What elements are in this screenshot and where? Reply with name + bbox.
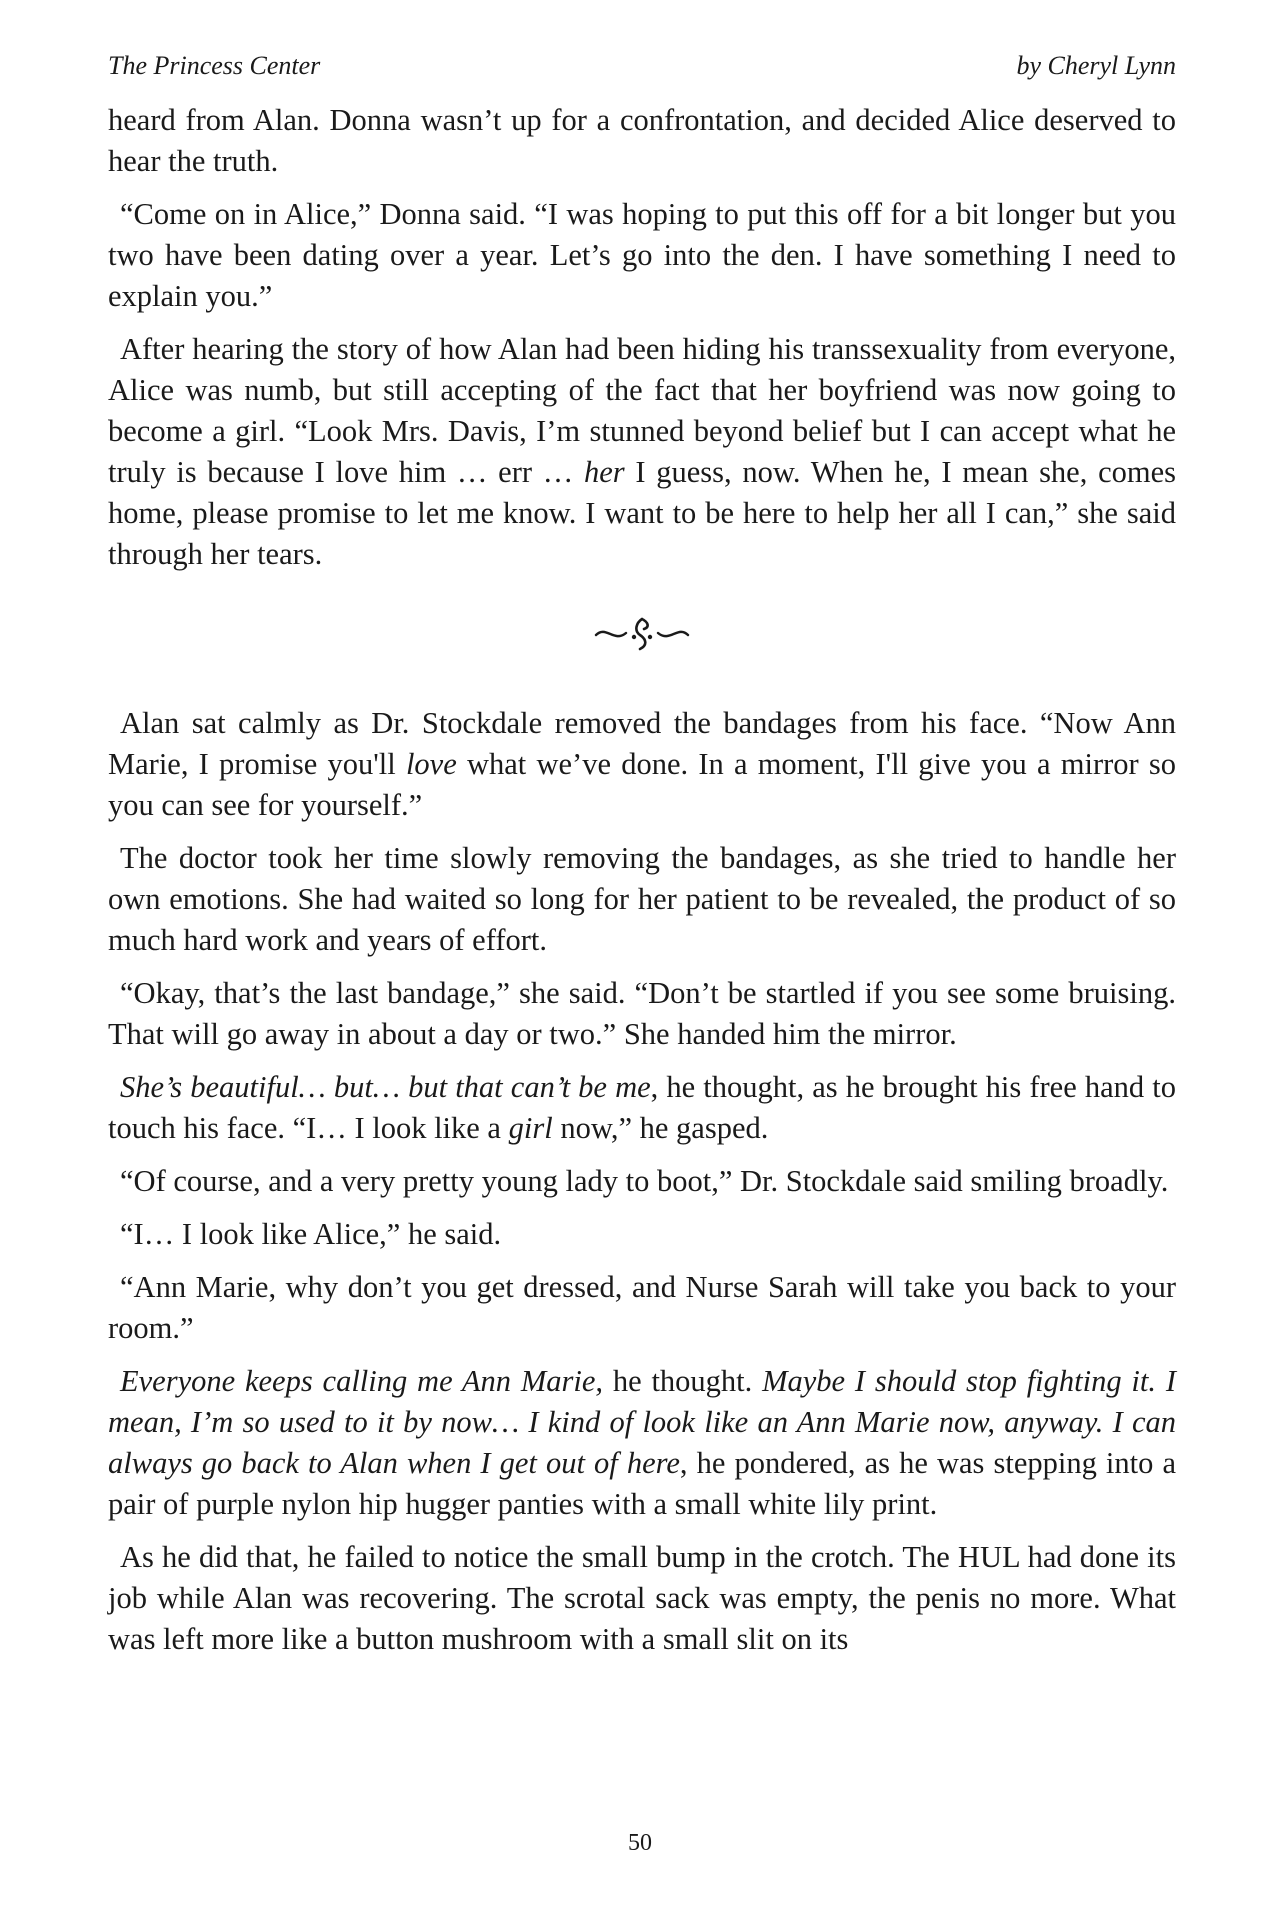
paragraph [108, 973, 1176, 1055]
text-run: “Come on in Alice,” Donna said. “I was hoping to put this off for a bit longer but you two have been dating over a year. Let’s go into the den. I have something I need to explain you.” [108, 197, 1176, 313]
italic-text-run: She’s beautiful… but… but that can’t be me [120, 1070, 651, 1104]
text-run: heard from Alan. Donna wasn’t up for a confrontation, and decided Alice deserved to hear the truth. [108, 103, 1176, 178]
paragraph [108, 100, 1176, 182]
paragraph [108, 194, 1176, 317]
paragraph [108, 1267, 1176, 1349]
text-run: After hearing the story of how Alan had been hiding his transsexuality from everyone, Alice was numb, but still accepting of the fact that her boyfriend was now going to become a girl. “Look Mrs. Davis, I’m stunned beyond belief but I can accept what he truly is because I love him … err … [108, 332, 1176, 489]
text-run: The doctor took her time slowly removing the bandages, as she tried to handle her own emotions. She had waited so long for her patient to be revealed, the product of so much hard work and years of effort. [108, 841, 1176, 957]
paragraph [108, 1161, 1176, 1202]
paragraph [108, 1361, 1176, 1525]
text-run: “I… I look like Alice,” he said. [120, 1217, 502, 1251]
paragraph [108, 838, 1176, 961]
text-run: “Ann Marie, why don’t you get dressed, and Nurse Sarah will take you back to your room.” [108, 1270, 1176, 1345]
paragraph [108, 1537, 1176, 1660]
text-run: , he pondered, as he was stepping into a pair of purple nylon hip hugger panties with a small white lily print. [108, 1446, 1176, 1521]
text-run: what we’ve done. In a moment, I'll give you a mirror so you can see for yourself.” [108, 747, 1177, 822]
text-run: Alan sat calmly as Dr. Stockdale removed the bandages from his face. “Now Ann Marie, I promise you'll [108, 706, 1176, 781]
italic-text-run: girl [508, 1111, 553, 1145]
text-run: As he did that, he failed to notice the small bump in the crotch. The HUL had done its job while Alan was recovering. The scrotal sack was empty, the penis no more. What was left more like a button mushroom with a small slit on its [108, 1540, 1176, 1656]
text-run: , he thought, as he brought his free hand to touch his face. “I… I look like a [108, 1070, 1176, 1145]
italic-text-run: her [583, 455, 625, 489]
scroll-flourish-icon [592, 613, 692, 653]
paragraph [108, 1214, 1176, 1255]
page-number: 50 [628, 1830, 652, 1856]
section-break-ornament [108, 613, 1176, 653]
text-run: he thought. [603, 1364, 763, 1398]
paragraph [108, 329, 1176, 575]
text-run: “Of course, and a very pretty young lady to boot,” Dr. Stockdale said smiling broadly. [120, 1164, 1169, 1198]
text-run: “Okay, that’s the last bandage,” she said. “Don’t be startled if you see some bruising. That will go away in about a day or two.” She handed him the mirror. [108, 976, 1176, 1051]
paragraph [108, 703, 1176, 826]
running-head [108, 50, 1176, 82]
author-name: by Cheryl Lynn [1016, 51, 1176, 80]
body-text [108, 100, 1176, 1672]
paragraph [108, 1067, 1176, 1149]
text-run: now,” he gasped. [552, 1111, 769, 1145]
italic-text-run: Everyone keeps calling me Ann Marie, [120, 1364, 604, 1398]
book-title: The Princess Center [108, 51, 321, 80]
text-run: I guess, now. When he, I mean she, comes home, please promise to let me know. I want to be here to help her all I can,” she said through her tears. [108, 455, 1176, 571]
italic-text-run: Maybe I should stop fighting it. I mean, I’m so used to it by now… I kind of look like an Ann Marie now, anyway. I can always go back to Alan when I get out of here [108, 1364, 1176, 1480]
italic-text-run: love [405, 747, 457, 781]
